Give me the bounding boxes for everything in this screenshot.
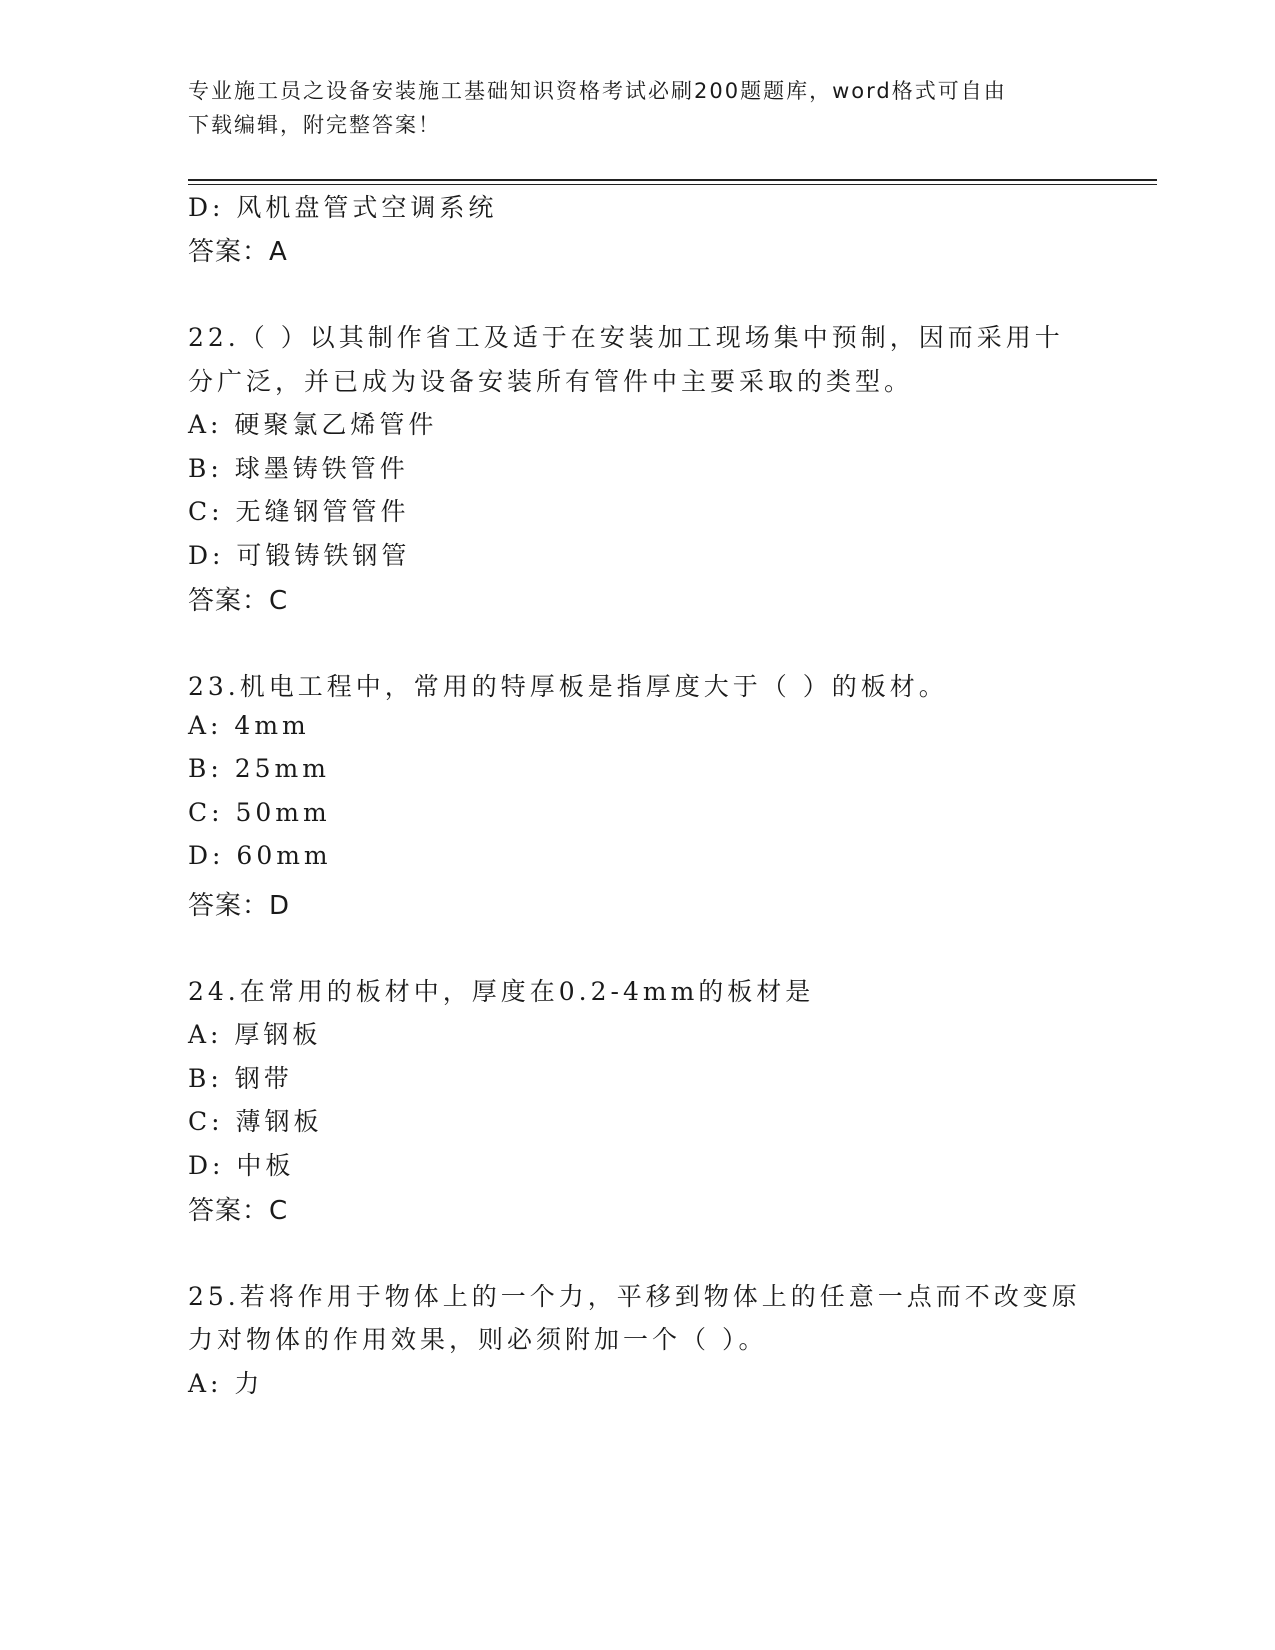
q22-answer: 答案：C: [188, 586, 289, 616]
q23-stem: 23.机电工程中，常用的特厚板是指厚度大于（ ）的板材。: [188, 672, 948, 701]
q22-option-c: C: 无缝钢管管件: [188, 497, 410, 526]
q25-option-a: A: 力: [188, 1369, 264, 1398]
q24-option-c: C: 薄钢板: [188, 1107, 323, 1136]
q22-option-d: D: 可锻铸铁钢管: [188, 541, 411, 570]
q22-stem-line-1: 22.（ ）以其制作省工及适于在安装加工现场集中预制，因而采用十: [188, 323, 1064, 352]
q22-option-b: B: 球墨铸铁管件: [188, 454, 409, 483]
header-divider-thin: [188, 184, 1157, 185]
q24-option-a: A: 厚钢板: [188, 1020, 322, 1049]
header-title-line-1: 专业施工员之设备安装施工基础知识资格考试必刷200题题库，word格式可自由: [188, 79, 1007, 103]
q23-option-b: B: 25mm: [188, 754, 330, 783]
q24-answer: 答案：C: [188, 1196, 289, 1226]
q22-stem-line-2: 分广泛，并已成为设备安装所有管件中主要采取的类型。: [188, 367, 914, 396]
q23-answer: 答案：D: [188, 891, 291, 921]
header-title-line-2: 下载编辑，附完整答案！: [188, 113, 441, 137]
prev-answer: 答案：A: [188, 237, 288, 267]
q23-option-a: A: 4mm: [188, 711, 310, 740]
q24-option-d: D: 中板: [188, 1151, 295, 1180]
q25-stem-line-2: 力对物体的作用效果，则必须附加一个（ ）。: [188, 1325, 768, 1354]
q23-option-d: D: 60mm: [188, 841, 332, 870]
q25-stem-line-1: 25.若将作用于物体上的一个力，平移到物体上的任意一点而不改变原: [188, 1282, 1081, 1311]
q23-option-c: C: 50mm: [188, 798, 331, 827]
q24-stem: 24.在常用的板材中，厚度在0.2-4mm的板材是: [188, 977, 815, 1006]
q24-option-b: B: 钢带: [188, 1064, 293, 1093]
prev-option-d: D: 风机盘管式空调系统: [188, 193, 498, 222]
q22-option-a: A: 硬聚氯乙烯管件: [188, 410, 438, 439]
header-divider-thick: [188, 179, 1157, 181]
document-header: [188, 74, 1088, 142]
